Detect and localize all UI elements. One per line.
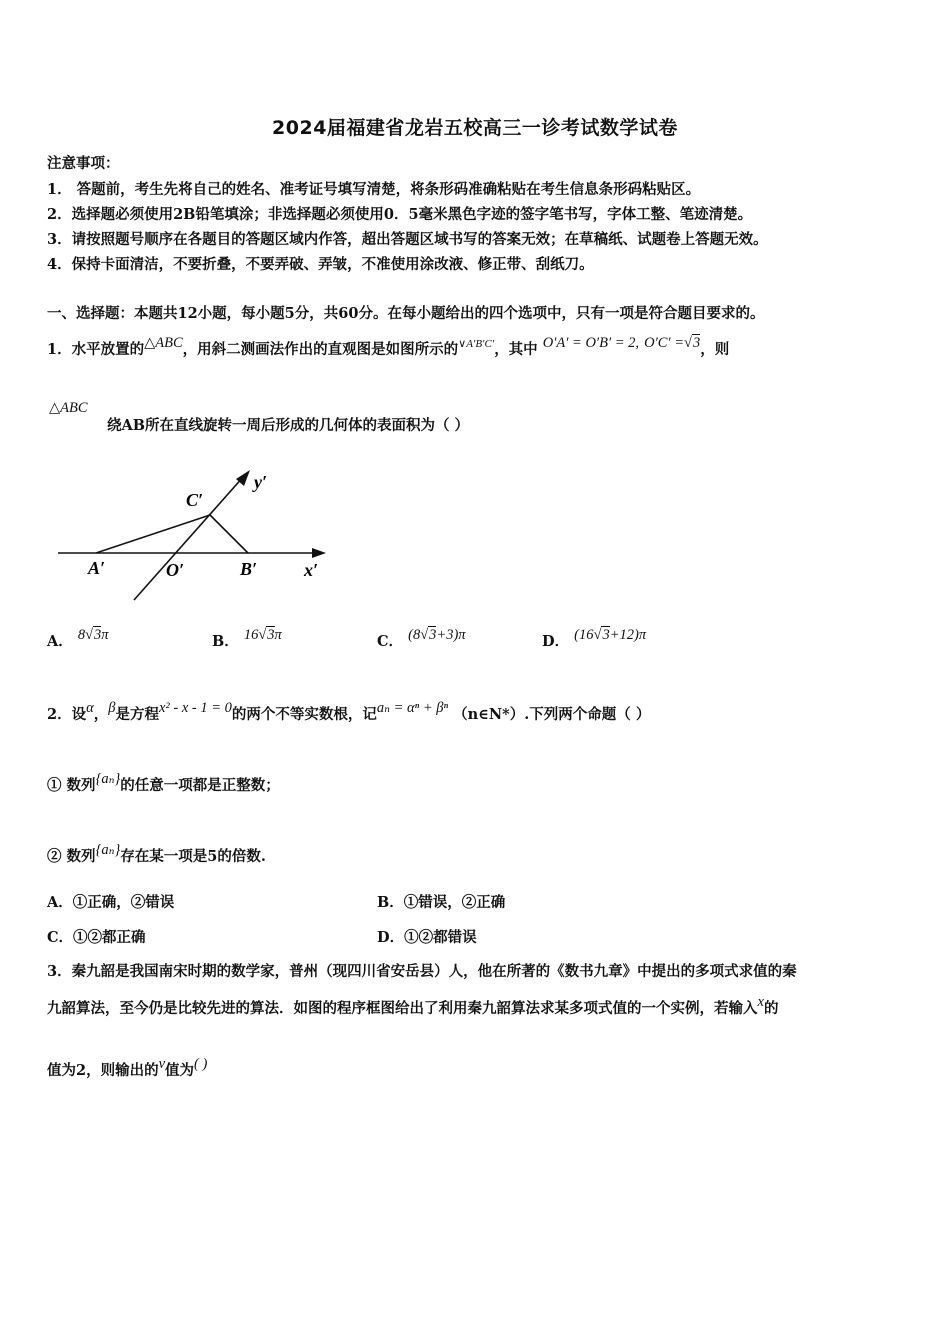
- q2-statement-1: ① 数列{aₙ}的任意一项都是正整数；: [47, 771, 280, 794]
- notice-item: 1． 答题前，考生先将自己的姓名、准考证号填写清楚，将条形码准确粘贴在考生信息条形码粘贴区。: [47, 181, 701, 198]
- q2-statement-2: ② 数列{aₙ}存在某一项是5的倍数.: [47, 842, 266, 865]
- q1-option-c[interactable]: C． (8√3+3)π: [377, 627, 466, 650]
- q2-option-c[interactable]: C．①②都正确: [47, 929, 146, 946]
- answer-blank: ( ): [194, 1056, 208, 1072]
- q1-text: ，其中: [494, 341, 538, 358]
- q2-sequence-def: aₙ = αⁿ + βⁿ: [376, 700, 449, 716]
- question-3-line-2: 九韶算法，至今仍是比较先进的算法．如图的程序框图给出了利用秦九韶算法求某多项式值的一个实例，若输入x的: [47, 994, 779, 1017]
- alpha-symbol: α: [86, 700, 94, 716]
- label-b: B′: [240, 559, 258, 579]
- q1-option-a[interactable]: A． 8√3π: [47, 627, 109, 650]
- question-3-line-3: 值为2，则输出的v值为( ): [47, 1056, 208, 1079]
- notice-item: 4．保持卡面清洁，不要折叠，不要弄破、弄皱，不准使用涂改液、修正带、刮纸刀。: [47, 256, 594, 273]
- q2-domain: （n∈N*）: [453, 706, 525, 723]
- label-c: C′: [186, 490, 204, 510]
- notice-item: 2．选择题必须使用2B铅笔填涂；非选择题必须使用0．5毫米黑色字迹的签字笔书写，字体工整、笔迹清楚。: [47, 206, 753, 223]
- sequence-symbol: {aₙ}: [95, 842, 121, 858]
- q1-condition-2: O′C′ =√3: [644, 335, 701, 351]
- q2-equation: x² - x - 1 = 0: [158, 700, 232, 716]
- label-o: O′: [166, 560, 185, 580]
- question-3-line-1: 3．秦九韶是我国南宋时期的数学家，普州（现四川省安岳县）人，他在所著的《数书九章》中提出的多项式求值的秦: [47, 963, 797, 980]
- q1-text: ，用斜二测画法作出的直观图是如图所示的: [182, 341, 459, 358]
- q2-option-b[interactable]: B．①错误，②正确: [377, 894, 506, 911]
- notice-item: 3．请按照题号顺序在各题目的答题区域内作答，超出答题区域书写的答案无效；在草稿纸、试题卷上答题无效。: [47, 231, 768, 248]
- q1-oblique-triangle: ∨A′B′C′: [458, 338, 495, 350]
- q1-option-d[interactable]: D． (16√3+12)π: [542, 627, 647, 650]
- label-a: A′: [88, 558, 106, 578]
- question-1-line-1: [47, 335, 730, 359]
- x-axis-arrow: [312, 548, 326, 558]
- label-x: x′: [304, 560, 319, 580]
- v-variable: v: [158, 1056, 166, 1072]
- side-c-b: [210, 515, 248, 553]
- q2-option-a[interactable]: A．①正确，②错误: [47, 894, 175, 911]
- question-1-line-2: 绕AB所在直线旋转一周后形成的几何体的表面积为（ ）: [107, 417, 470, 434]
- q1-text: ，则: [700, 341, 730, 358]
- q1-condition-1: O′A′ = O′B′ = 2,: [542, 335, 640, 351]
- label-y: y′: [254, 472, 268, 492]
- question-2-line-1: 2．设α，β是方程x² - x - 1 = 0的两个不等实数根，记aₙ = αⁿ + βⁿ （n∈N*）.下列两个命题（ ）: [47, 700, 651, 723]
- sequence-symbol: {aₙ}: [95, 771, 121, 787]
- section-heading: 一、选择题：本题共12小题，每小题5分，共60分。在每小题给出的四个选项中，只有一项是符合题目要求的。: [47, 305, 765, 322]
- q1-triangle: △ABC: [144, 335, 183, 351]
- q2-option-d[interactable]: D．①②都错误: [377, 929, 477, 946]
- notice-heading: 注意事项：: [47, 155, 120, 172]
- q1-oblique-figure: [50, 462, 350, 607]
- q1-text: 1．水平放置的: [47, 341, 145, 358]
- q1-triangle-abc: △ABC: [49, 400, 88, 416]
- q1-option-b[interactable]: B． 16√3π: [212, 627, 282, 650]
- beta-symbol: β: [108, 700, 116, 716]
- page-title: 2024届福建省龙岩五校高三一诊考试数学试卷: [272, 117, 678, 139]
- x-variable: x: [757, 994, 764, 1010]
